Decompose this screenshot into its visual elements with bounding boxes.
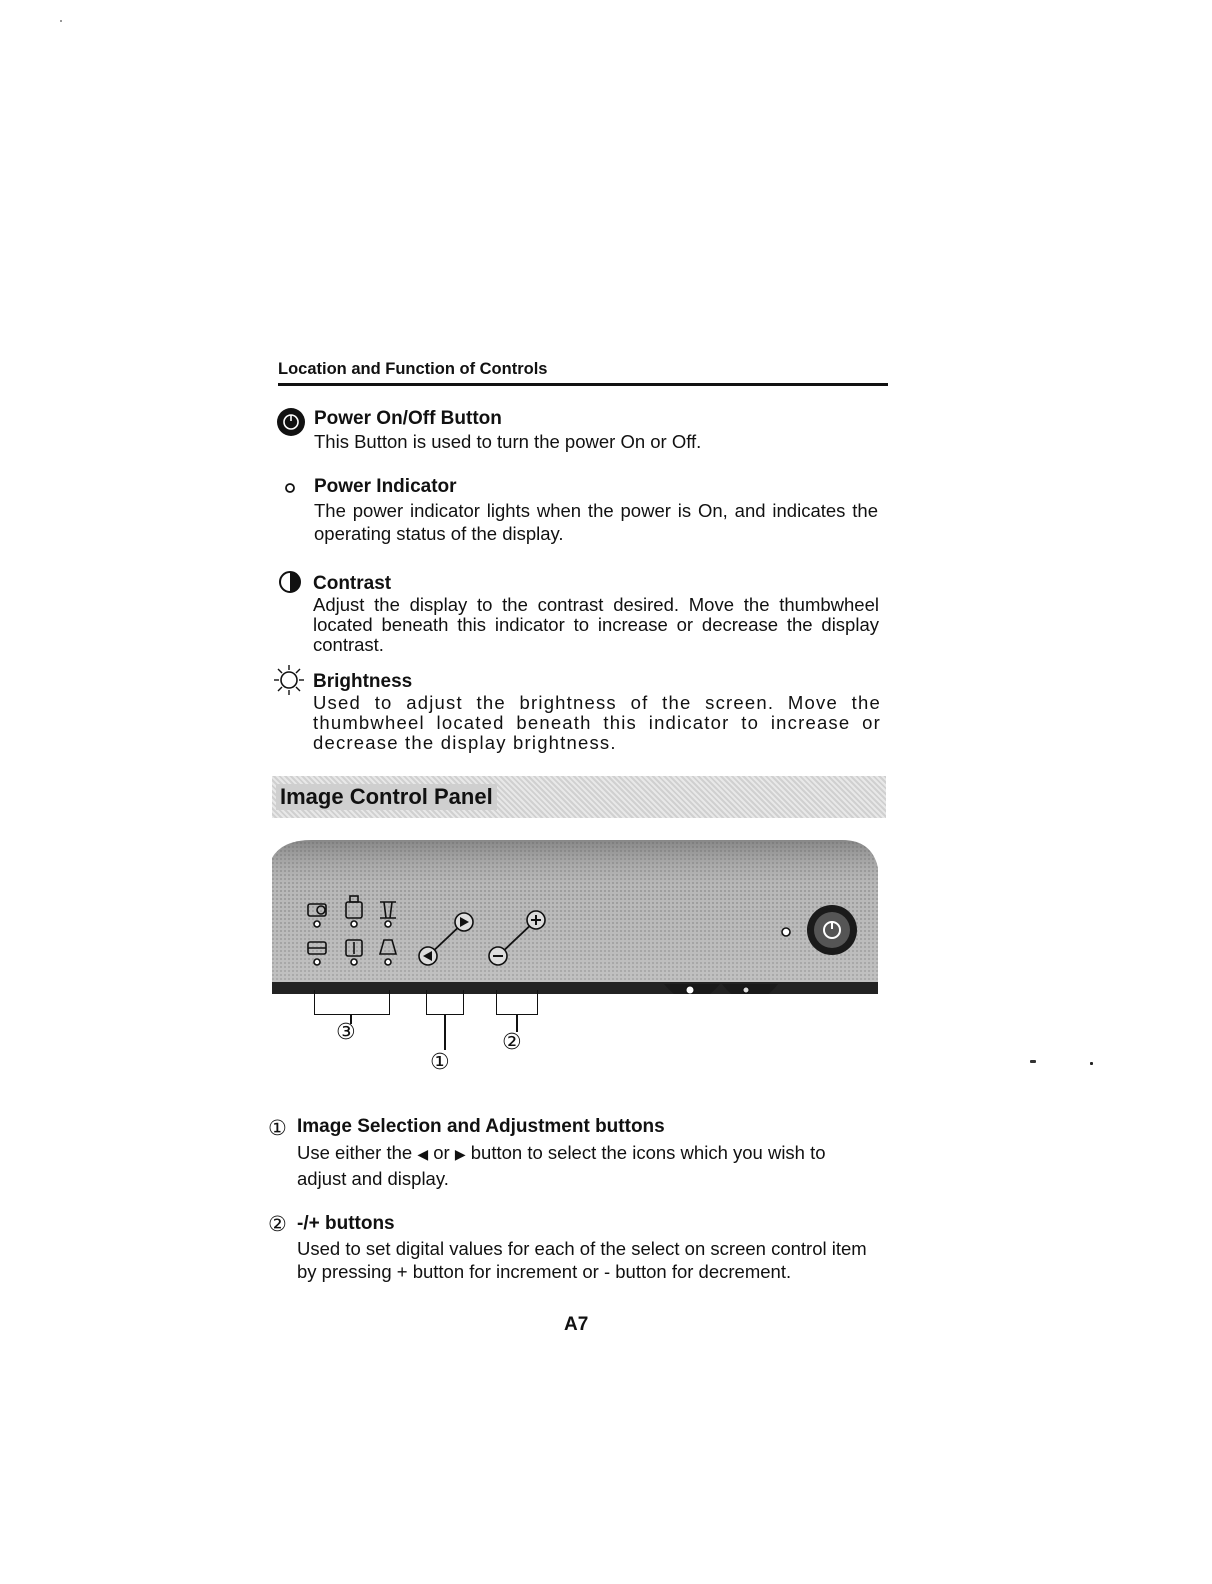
- item-body-power-indicator: The power indicator lights when the power is On, and indicates the operating status of the display.: [314, 500, 878, 544]
- brightness-icon: [272, 663, 306, 697]
- scan-speck: [60, 20, 62, 22]
- description-title-1: Image Selection and Adjustment buttons: [297, 1116, 665, 1137]
- callout-stem-1: [444, 1014, 446, 1050]
- item-body-brightness: Used to adjust the brightness of the screen. Move the thumbwheel located beneath this indicator to increase or decrease the display brightness.: [313, 692, 881, 753]
- contrast-icon: [278, 570, 302, 594]
- section-header: Location and Function of Controls: [278, 360, 548, 378]
- item-title-power-button: Power On/Off Button: [314, 408, 502, 429]
- left-arrow-icon: ◀: [417, 1147, 429, 1163]
- header-rule: [278, 383, 888, 386]
- description-body-1-or: or: [428, 1142, 455, 1163]
- description-body-1-end: button to select the icons which you wish to adjust and display.: [297, 1142, 826, 1189]
- callout-bracket-1: [426, 990, 464, 1015]
- power-button-icon: [276, 407, 306, 437]
- item-title-contrast: Contrast: [313, 573, 392, 594]
- description-title-2: -/+ buttons: [297, 1213, 395, 1234]
- callout-number-1: ①: [430, 1050, 450, 1075]
- control-panel-illustration: [272, 838, 882, 994]
- scan-speck: [1090, 1062, 1093, 1065]
- item-title-power-indicator: Power Indicator: [314, 476, 457, 497]
- item-title-brightness: Brightness: [313, 671, 413, 692]
- indicator-circle-icon: [284, 481, 296, 493]
- right-arrow-icon: ▶: [454, 1147, 466, 1163]
- callout-bracket-3: [314, 990, 390, 1015]
- callout-number-3: ③: [336, 1020, 356, 1045]
- description-marker-1: ①: [268, 1116, 287, 1140]
- description-body-1-start: Use either the: [297, 1142, 418, 1163]
- description-body-2: Used to set digital values for each of the select on screen control item by pressing + button for increment or - button for decrement.: [297, 1238, 867, 1282]
- callout-number-2: ②: [502, 1030, 522, 1055]
- item-body-power-button: This Button is used to turn the power On or Off.: [314, 431, 702, 452]
- description-marker-2: ②: [268, 1212, 287, 1236]
- description-body-1: [297, 1141, 879, 1190]
- callout-bracket-2: [496, 990, 538, 1015]
- page-number: A7: [564, 1314, 589, 1335]
- item-body-contrast: Adjust the display to the contrast desired. Move the thumbwheel located beneath this indicator to increase or decrease the display contrast.: [313, 594, 879, 655]
- panel-heading: Image Control Panel: [276, 784, 497, 810]
- scan-speck: [1030, 1060, 1036, 1063]
